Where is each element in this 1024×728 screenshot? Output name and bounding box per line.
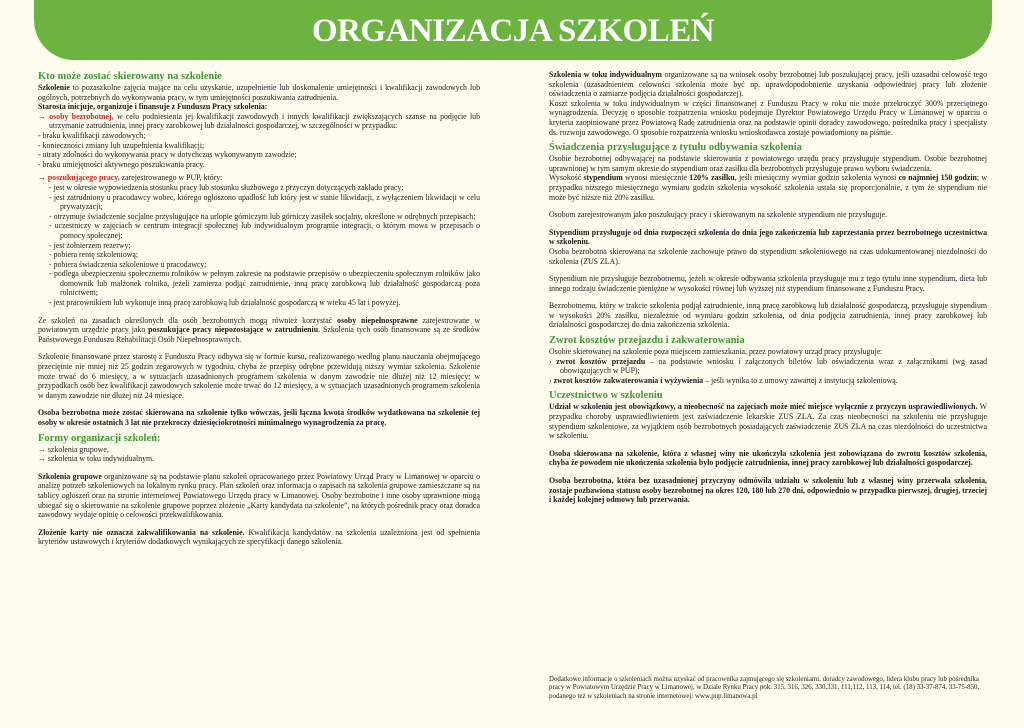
- list-item: - braku kwalifikacji zawodowych;: [38, 130, 146, 140]
- left-column: [38, 70, 480, 547]
- heading-participation: Uczestnictwo w szkoleniu: [549, 390, 663, 402]
- list-item: - jest żołnierzem rezerwy;: [49, 240, 131, 250]
- heading-benefits: Świadczenia przysługujące z tytułu odbywania szkolenia: [549, 142, 802, 154]
- paragraph: Osobom zarejestrowanym jako poszukujący pracy i skierowanym na szkolenie stypendium nie przysługuje.: [549, 210, 888, 220]
- list-item: - konieczności zmiany lub uzupełnienia kwalifikacji;: [38, 140, 205, 150]
- paragraph: Wysokość stypendium wynosi miesięcznie 120% zasiłku, jeśli miesięczny wymiar godzin szkolenia wynosi co najmniej 150 godzin; w przypadku niższego miesięcznego wymiaru godzin szkolenia wysokość szkolenia ustala się proporcjonalnie, z tym że stypendium nie może być niższe niż 20% zasiłku.: [549, 173, 988, 202]
- paragraph: Udział w szkoleniu jest obowiązkowy, a nieobecność na zajęciach może mieć miejsce wyłącznie z przyczyn usprawiedliwionych. W przypadku choroby usprawiedliwieniem jest zaświadczenie lekarskie ZUS ZLA. Za czas nieobecności na szkoleniu nie przysługuje stypendium szkoleniowe, za wyjątkiem osób bezrobotnych posiadających zaświadczenie ZUS ZLA na czas niezdolności do uczestnictwa w szkoleniu.: [549, 402, 987, 441]
- paragraph: Szkolenie finansowane przez starostę z Funduszu Pracy odbywa się w formie kursu, realizowanego według planu nauczania obejmującego przeciętnie nie mniej niż 25 godzin zegarowych w tygodniu, chyba że przepisy odrębne przewidują niższy wymiar szkolenia. Szkolenie może trwać do 6 miesięcy, a w sytuacjach uzasadnionych programem szkolenia w danym zawodzie nie dłużej niż 12 miesięcy; w przypadkach osób bez kwalifikacji zawodowych szkolenie może trwać do 12 miesięcy, a w sytuacjach uzasadnionych programem szkolenia w danym zawodzie nie dłużej niż 24 miesiące.: [38, 352, 480, 400]
- paragraph: Szkolenie to pozaszkolne zajęcia mające na celu uzyskanie, uzupełnienie lub doskonalenie umiejętności i kwalifikacji zawodowych lub ogólnych, potrzebnych do wykonywania pracy, w tym umiejętności poszukiwania zatrudnienia.: [38, 83, 480, 102]
- heading-who: Kto może zostać skierowany na szkolenie: [38, 71, 222, 82]
- heading-forms: Formy organizacji szkoleń:: [38, 432, 161, 444]
- paragraph: Złożenie karty nie oznacza zakwalifikowania na szkolenie. Kwalifikacja kandydatów na szkolenia uzależniona jest od spełnienia kryteriów ustawowych i kryteriów dodatkowych wynikających ze specyfikacji danego szkolenia.: [38, 527, 480, 547]
- list-item: - braku umiejętności aktywnego poszukiwania pracy.: [38, 159, 205, 169]
- list-item: → szkolenia w toku indywidualnym.: [38, 454, 155, 464]
- paragraph-bold: Osoba bezrobotna, która bez uzasadnionej przyczyny odmówiła udziału w szkoleniu lub z własnej winy przerwała szkolenia, zostaje pozbawiona statusu osoby bezrobotnej na okres 120, 180 lub 270 dni, odpowiednio w przypadku pierwszej, drugiej, trzeciej i każdej kolejnej odmowy lub przerwania.: [549, 476, 987, 505]
- list-item: › zwrot kosztów przejazdu – na podstawie wniosku i załączonych biletów lub oświadczenia wraz z załącznikami (wg zasad obowiązujących w PUP);: [549, 356, 987, 376]
- list-item: - jest pracownikiem lub wykonuje inną pracę zarobkową lub działalność gospodarczą w wieku 45 lat i powyżej.: [49, 298, 401, 308]
- paragraph: Osobie bezrobotnej odbywającej na podstawie skierowania z powiatowego urzędu pracy przysługuje stypendium. Osobie bezrobotnej uprawnionej w tym samym okresie do stypendium oraz zasiłku dla bezrobotnych przysługuje prawo wyboru świadczenia.: [549, 154, 987, 173]
- list-item: › zwrot kosztów zakwaterowania i wyżywienia – jeśli wynika to z umowy zawartej z instytucją szkoleniową.: [549, 375, 898, 385]
- paragraph-bold: Stypendium przysługuje od dnia rozpoczęci szkolenia do dnia jego zakończenia lub zaprzestania przez bezrobotnego uczestnictwa w szkoleniu.: [549, 227, 987, 247]
- footer-note: Dodatkowe informacje o szkoleniach można uzyskać od pracownika zajmującego się szkoleniami, doradcy zawodowego, lidera klubu pracy lub pośrednika pracy w Powiatowym Urzędzie Pracy w Limanowej, w Dziale Rynku Pracy pok. 315, 316, 326, 330,331, 111,112, 113, 114, tel. (18) 33-37-874, 33-75-850, podanego też w szkoleniach na stronie internetowej: www.pup.limanowa.pl: [549, 676, 980, 700]
- paragraph: Osobie skierowanej na szkolenie poza miejscem zamieszkania, przez powiatowy urząd pracy przysługuje:: [549, 347, 883, 357]
- list-item: - utraty zdolności do wykonywania pracy w dotychczas wykonywanym zawodzie;: [38, 150, 297, 160]
- list-item: - podlega ubezpieczeniu społecznemu rolników w pełnym zakresie na podstawie przepisów o ubezpieczeniu społecznym rolników jako domownik lub małżonek rolnika, jeżeli zamierza podjąć zatrudnienie, inną pracę zarobkową lub działalność gospodarczą poza rolnictwem;: [49, 269, 480, 298]
- paragraph: Szkolenia w toku indywidualnym organizowane są na wniosek osoby bezrobotnej lub poszukującej pracy, jeśli uzasadni celowość tego szkolenia (uzasadnieniem celowości szkolenia może być np. uprawdopodobnienie uzyskania odpowiedniej pracy lub złożenie oświadczenia o zamiarze podjęcia działalności gospodarczej).: [549, 70, 987, 99]
- paragraph: Osoba bezrobotna skierowana na szkolenie zachowuje prawo do stypendium szkoleniowego na czas udokumentowanej niezdolności do szkolenia (ZUS ZLA).: [549, 246, 987, 266]
- paragraph: Stypendium nie przysługuje bezrobotnemu, jeżeli w okresie odbywania szkolenia przysługuje mu z tego tytułu inne stypendium, dieta lub innego rodzaju świadczenie pieniężne w wysokości równej lub wyższej niż stypendium finansowane z Funduszu Pracy.: [549, 274, 987, 293]
- paragraph: Bezrobotnemu, który w trakcie szkolenia podjął zatrudnienie, inną pracę zarobkową lub działalność gospodarczą, przysługuje stypendium w wysokości 20% zasiłku, niezależnie od wymiaru godzin szkolenia, od dnia podjęcia zatrudnienia, innej pracy zarobkowej lub działalności gospodarczej do dnia zakończenia szkolenia.: [549, 301, 987, 330]
- list-item: - uczestniczy w zajęciach w centrum integracji społecznej lub indywidualnym programie integracji, o którym mowa w przepisach o pomocy społecznej;: [49, 221, 480, 240]
- list-item: → szkolenia grupowe,: [38, 444, 109, 454]
- list-item: - pobiera świadczenia szkoleniowe u pracodawcy;: [49, 259, 207, 269]
- paragraph-bold: Starosta inicjuje, organizuje i finansuje z Funduszu Pracy szkolenia:: [38, 102, 268, 112]
- paragraph: Ze szkoleń na zasadach określonych dla osób bezrobotnych mogą również korzystać osoby niepełnosprawne zarejestrowane w powiatowym urzędzie pracy jako poszukujące pracy niepozostające w zatrudnieniu. Szkolenia tych osób finansowane są ze środków Państwowego Funduszu Rehabilitacji Osób Niepełnosprawnych.: [38, 315, 480, 344]
- list-item: - jest zatrudniony u pracodawcy wobec, którego ogłoszono upadłość lub który jest w stanie likwidacji, z wyłączeniem likwidacji w celu prywatyzacji;: [49, 192, 480, 212]
- title-banner: [34, 0, 992, 60]
- right-column: [549, 70, 987, 505]
- list-item-job-seeker: → poszukującego pracy, zarejestrowanego w PUP, który:: [38, 173, 223, 183]
- list-item-unemployed: → osoby bezrobotnej, w celu podniesienia jej kwalifikacji zawodowych i innych kwalifikacji zwiększających szanse na podjęcie lub utrzymanie zatrudnienia, innej pracy zarobkowej lub działalności gospodarczej, w szczególności w przypadku:: [38, 111, 480, 131]
- paragraph-bold: Osoba bezrobotna może zostać skierowana na szkolenie tylko wówczas, jeśli łączna kwota środków wydatkowana na szkolenie tej osoby w okresie ostatnich 3 lat nie przekroczy dziesięciokrotności minimalnego wynagrodzenia za pracę.: [38, 408, 480, 427]
- list-item: - pobiera rentę szkoleniową;: [49, 250, 139, 260]
- list-item: - jest w okresie wypowiedzenia stosunku pracy lub stosunku służbowego z przyczyn dotyczących zakładu pracy;: [49, 182, 404, 192]
- list-item: - otrzymuje świadczenie socjalne przysługujące na urlopie górniczym lub górniczy zasiłek socjalny, określone w odrębnych przepisach;: [49, 211, 476, 221]
- heading-costs: Zwrot kosztów przejazdu i zakwaterowania: [549, 335, 745, 347]
- paragraph: Koszt szkolenia w toku indywidualnym w części finansowanej z Funduszu Pracy w roku nie może przekroczyć 300% przeciętnego wynagrodzenia. Decyzję o sposobie rozpatrzenia wniosku podejmuje Dyrektor Powiatowego Urzędu Pracy w Limanowej w oparciu o kryteria zaopiniowane przez Powiatową Radę zatrudnienia oraz na podstawie opinii doradcy zawodowego, pośrednika pracy i specjalisty ds. rozwoju zawodowego. O sposobie rozpatrzenia wniosku wnioskodawca zostaje powiadomiony na piśmie.: [549, 98, 987, 137]
- page-title: ORGANIZACJA SZKOLEŃ: [311, 13, 715, 49]
- paragraph-bold: Osoba skierowana na szkolenie, która z własnej winy nie ukończyła szkolenia jest zobowiązana do zwrotu kosztów szkolenia, chyba że powodem nie ukończenia szkolenia było podjęcie zatrudnienia, innej pracy zarobkowej lub działalności gospodarczej.: [549, 448, 987, 468]
- paragraph: Szkolenia grupowe organizowane są na podstawie planu szkoleń opracowanego przez Powiatowy Urząd Pracy w Limanowej w oparciu o analizę potrzeb szkoleniowych na lokalnym rynku pracy. Plan szkoleń oraz informacja o zapisach na szkolenia grupowe zamieszczane są na tablicy ogłoszeń oraz na stronie internetowej Powiatowego Urzędu pracy w Limanowej. Osoby bezrobotne i inne osoby uprawnione mogą ubiegać się o skierowanie na szkolenie grupowe poprzez złożenie „Karty kandydata na szkolenie”, na których pośrednik pracy oraz doradca zawodowy wydaje opinię o celowości przekwalifikowania.: [38, 471, 480, 520]
